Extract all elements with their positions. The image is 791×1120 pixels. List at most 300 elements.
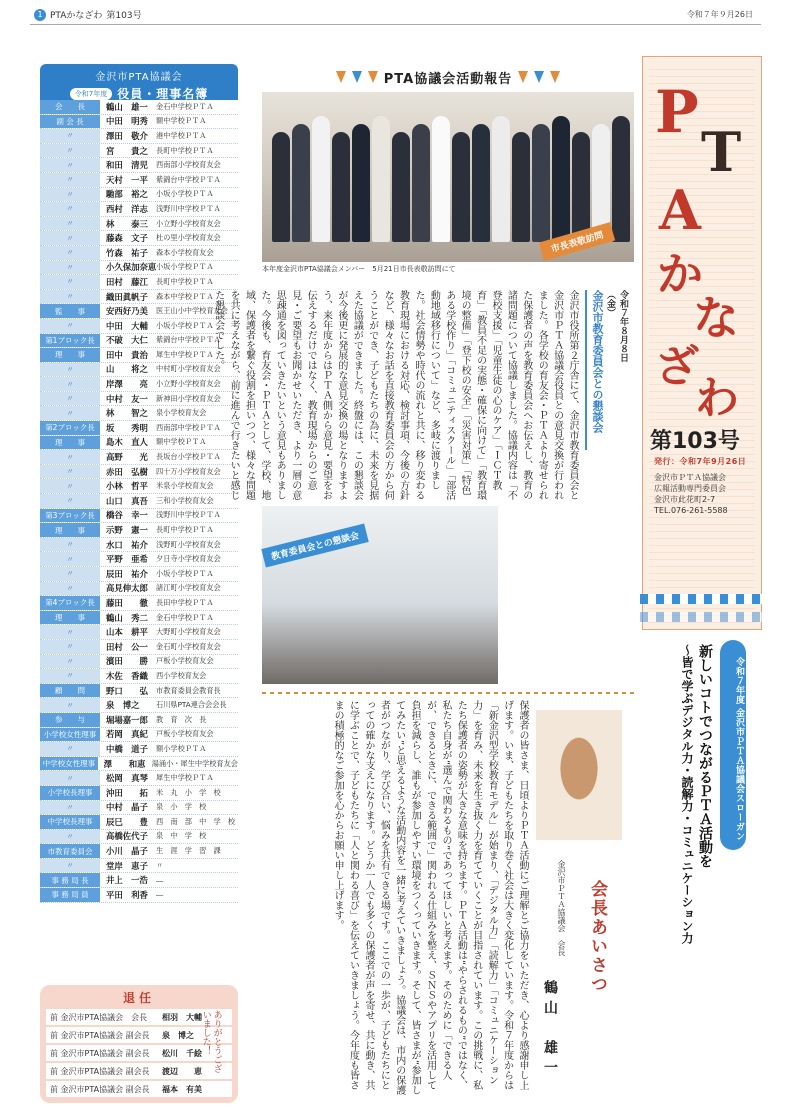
roster-role: 〃	[40, 655, 100, 669]
roster-affiliation: 戸板小学校育友会	[156, 729, 214, 739]
slogan	[680, 644, 714, 1064]
president-name: 鶴山 雄一	[542, 980, 558, 1080]
roster-row	[40, 771, 238, 786]
roster-role: 〃	[40, 290, 100, 304]
roster-row	[40, 640, 238, 655]
roster-role: 〃	[40, 275, 100, 289]
roster-affiliation: 夕日寺小学校育友会	[156, 554, 221, 564]
roster-affiliation: 森本小学校育友会	[156, 247, 214, 257]
article-body: 金沢市役所第２庁舎にて、金沢市教育委員会と金沢市ＰＴＡ協議会役員との意見交換が行われました。各学校の育友会・ＰＴＡより寄せられた保護者の声を教育委員会へお伝えし、教育の諸問題について協議しました。協議内容は「不登校支援」「児童生徒の心のケア」「ＩＣＴ教育」「教員不足の実態・確保に向けて」「教育環境の整備」「登下校の安全」「災害対策」「特色ある学校作り」「コミュニティスクール」「部活動地域移行について」など、多岐に渡りました。社会情勢や時代の流れと共に、移り変わる教育現場における対応、検討事項、今後の方針など、様々なお話を直接教育委員会の方から伺うことができ、子どもたちの為に、未来を見据えた協議ができました。終盤には、この懇談会が今後更に発展的な意見交換の場となりますよう、来年度からはＰＴＡ側から意見・要望をお伝えするだけではなく、教育現場からのご意見・ご要望もお聞かせいただき、より一層の意思疎通を図っていきたいという意見もありました。今後も、育友会・ＰＴＡとして、学校、地域、保護者を繋ぐ役割を担いつつ、様々な問題を共に考えながら、前に進んで行きたいと感じた懇談会でした。	[212, 290, 578, 500]
roster-row	[40, 830, 238, 845]
triangle-decoration	[336, 71, 346, 83]
retirement-role: 前 金沢市PTA協議会 副会長	[50, 1084, 150, 1094]
roster-role: 小学校女性理事	[40, 728, 100, 742]
roster-name: 坂 秀明	[106, 422, 148, 433]
roster-row	[40, 231, 238, 246]
roster-affiliation: 教 育 次 長	[156, 714, 207, 724]
roster-role: 〃	[40, 202, 100, 216]
roster-row	[40, 786, 238, 801]
roster-name: 不破 大仁	[106, 335, 148, 346]
roster-row	[40, 757, 238, 772]
roster-name: 高橋佐代子	[106, 831, 148, 842]
retirement-row	[46, 1081, 232, 1097]
masthead	[642, 56, 762, 630]
person-figure	[432, 116, 450, 242]
roster-row	[40, 377, 238, 392]
triangle-decoration	[368, 71, 378, 83]
triangle-decoration	[518, 71, 528, 83]
roster-affiliation: 小立野小学校育友会	[156, 379, 221, 389]
publish-date: 発行：令和7年9月26日	[654, 457, 747, 466]
roster-row	[40, 552, 238, 567]
roster-role: 理 事	[40, 436, 100, 450]
roster-role: 中学校女性理事	[40, 757, 98, 771]
roster-name: 泉 博之	[106, 700, 140, 711]
roster-year: 令和7年度	[70, 88, 112, 100]
roster-affiliation: 犀生中学校ＰＴＡ	[156, 349, 214, 359]
roster-name: 林 智之	[106, 408, 148, 419]
roster-name: 鶴山 秀二	[106, 612, 148, 623]
photo-badge: 市長表敬訪問	[539, 222, 615, 261]
roster-role: 〃	[40, 465, 100, 479]
roster-name: 織田眞帆子	[106, 291, 148, 302]
roster-row	[40, 801, 238, 816]
person-figure	[472, 124, 490, 242]
roster-row	[40, 173, 238, 188]
roster-role: 〃	[40, 173, 100, 187]
roster-row	[40, 742, 238, 757]
roster-row	[40, 523, 238, 538]
report-title-bar	[262, 64, 634, 90]
roster-affiliation: 新神田小学校育友会	[156, 393, 221, 403]
roster-name: 赤田 弘樹	[106, 466, 148, 477]
roster-name: 濱田 勝	[106, 656, 148, 667]
roster-affiliation: 湯涌小・犀生中学校育友会	[151, 758, 238, 768]
person-figure	[292, 124, 310, 242]
roster-affiliation: 米泉小学校育友会	[156, 481, 214, 491]
roster-row	[40, 611, 238, 626]
roster-role: 〃	[40, 363, 100, 377]
roster-row	[40, 538, 238, 553]
roster-affiliation: 浅野町小学校育友会	[156, 539, 221, 549]
roster-name: 西村 洋志	[106, 203, 148, 214]
roster-row	[40, 859, 238, 874]
roster-name: 山口 真吾	[106, 495, 148, 506]
masthead-char: P	[655, 78, 699, 146]
roster-affiliation: 生 涯 学 習 課	[156, 846, 221, 856]
roster-role: 〃	[40, 319, 100, 333]
greeting-title: 会長あいさつ	[587, 880, 607, 994]
retirement-role: 前 金沢市PTA協議会 副会長	[50, 1066, 150, 1076]
thanks-note: ありがとうございました！	[200, 1010, 222, 1073]
roster-name: 小林 哲平	[106, 481, 148, 492]
roster-row	[40, 392, 238, 407]
roster-role: 〃	[40, 479, 100, 493]
person-figure	[312, 116, 330, 242]
roster-row	[40, 684, 238, 699]
roster-role: 事 務 局 長	[40, 873, 100, 887]
roster-name: 水口 祐介	[106, 539, 148, 550]
roster-row	[40, 844, 238, 859]
triangle-decoration	[534, 71, 544, 83]
masthead-char: わ	[695, 373, 739, 424]
person-figure	[452, 132, 470, 242]
person-figure	[492, 116, 510, 242]
roster-affiliation: 泉小学校育友会	[156, 408, 207, 418]
roster-name: 澤田 敬介	[106, 130, 148, 141]
person-figure	[532, 124, 550, 242]
roster-role: 第4ブロック長	[40, 596, 100, 610]
roster-name: 小川 晶子	[106, 846, 148, 857]
roster-name: 山 将之	[106, 364, 148, 375]
roster-name: 竹森 祐子	[106, 247, 148, 258]
roster-affiliation: 四十万小学校育友会	[156, 466, 221, 476]
roster-row	[40, 129, 238, 144]
roster-row	[40, 144, 238, 159]
retirement-name: 渡辺 恵	[162, 1066, 202, 1076]
roster-name: 藤森 文子	[106, 233, 148, 244]
roster-name: 橋谷 幸一	[106, 510, 148, 521]
person-figure	[412, 124, 430, 242]
roster-name: 小久保加奈恵	[106, 262, 157, 273]
roster-row	[40, 334, 238, 349]
roster-name: 堂岸 恵子	[106, 860, 148, 871]
roster-role: 〃	[40, 217, 100, 231]
roster-row	[40, 888, 238, 903]
roster-row	[40, 479, 238, 494]
roster-affiliation: 諸江町小学校育友会	[156, 583, 221, 593]
roster-row	[40, 625, 238, 640]
roster-name: 平田 利香	[106, 889, 148, 900]
roster-affiliation: 小坂小学校ＰＴＡ	[156, 262, 214, 272]
roster-name: 示野 憲一	[106, 525, 148, 536]
roster-affiliation: 泉 小 学 校	[156, 802, 207, 812]
roster-row	[40, 815, 238, 830]
slogan-main: 新しいコトでつながるＰＴＡ活動を	[697, 644, 713, 868]
roster-role: 〃	[40, 231, 100, 245]
roster-affiliation: 小坂小学校ＰＴＡ	[156, 320, 214, 330]
slogan-sub: ～皆で学ぶデジタル力・読解力・コミュニケーション力	[680, 644, 694, 944]
roster-role: 顧 問	[40, 684, 100, 698]
roster-row	[40, 202, 238, 217]
roster-name: 辰田 祐介	[106, 568, 148, 579]
report-title: PTA協議会活動報告	[383, 71, 513, 87]
roster-row	[40, 655, 238, 670]
roster-role: 〃	[40, 640, 100, 654]
roster-affiliation: 長田中学校ＰＴＡ	[156, 597, 214, 607]
roster-role: 副 会 長	[40, 115, 100, 129]
photo-badge: 教育委員会との懇談会	[261, 523, 368, 567]
roster-affiliation: 大野町小学校育友会	[156, 627, 221, 637]
roster-row	[40, 698, 238, 713]
roster-name: 山本 耕平	[106, 627, 148, 638]
roster-name: 中村 友一	[106, 393, 148, 404]
roster-name: 中田 大輔	[106, 320, 148, 331]
roster-name: 藤田 徹	[106, 597, 148, 608]
roster-affiliation: 市教育委員会教育長	[156, 685, 221, 695]
roster-role: 〃	[40, 158, 100, 172]
roster-name: 松岡 真琴	[106, 773, 148, 784]
roster-affiliation: 額中学校ＰＴＡ	[156, 437, 207, 447]
slogan-label: 令和７年度 金沢市ＰＴＡ協議会スローガン	[720, 640, 746, 850]
issue-number: 第103号	[106, 11, 142, 21]
person-figure	[512, 132, 530, 242]
roster-name: 井上 一浩	[106, 875, 148, 886]
article-heading: 金沢市教育委員会との懇談会	[585, 290, 605, 450]
meeting-photo	[262, 506, 498, 684]
roster-role: 事 務 局 員	[40, 888, 100, 902]
roster-name: 中橋 道子	[106, 743, 148, 754]
roster-header	[40, 64, 238, 100]
section-divider	[262, 692, 634, 694]
roster-row	[40, 728, 238, 743]
roster-row	[40, 450, 238, 465]
roster-name: 野口 弘	[106, 685, 148, 696]
roster-role: 〃	[40, 830, 100, 844]
publisher-committee: 広報活動専門委員会	[654, 484, 726, 493]
person-figure	[552, 116, 570, 242]
person-figure	[392, 132, 410, 242]
roster-row	[40, 188, 238, 203]
roster-name: 高野 光	[106, 452, 148, 463]
person-figure	[372, 116, 390, 242]
masthead-char: ざ	[655, 341, 699, 392]
roster-affiliation: 石川県PTA連合会会長	[156, 700, 227, 710]
roster-name: 澤 和恵	[103, 758, 146, 769]
roster-affiliation: 小坂小学校ＰＴＡ	[156, 568, 214, 578]
roster-name: 天村 一平	[106, 174, 148, 185]
roster-affiliation: ―	[156, 875, 164, 885]
roster-role: 第3ブロック長	[40, 509, 100, 523]
issue-label: 第103号	[650, 429, 740, 454]
roster-affiliation: 米 丸 小 学 校	[156, 787, 221, 797]
roster-row	[40, 261, 238, 276]
roster-affiliation: 港中学校ＰＴＡ	[156, 130, 207, 140]
roster-row	[40, 582, 238, 597]
roster-row	[40, 713, 238, 728]
roster-affiliation: 金石町小学校育友会	[156, 641, 221, 651]
roster-name: 田村 公一	[106, 641, 148, 652]
person-figure	[612, 116, 630, 242]
roster-affiliation: 中村町小学校育友会	[156, 364, 221, 374]
roster-list	[40, 100, 238, 903]
roster-role: 〃	[40, 129, 100, 143]
masthead-char: T	[701, 120, 742, 184]
roster-row	[40, 217, 238, 232]
triangle-decoration	[352, 71, 362, 83]
roster-role: 第1ブロック長	[40, 334, 100, 348]
masthead-char: A	[659, 178, 701, 242]
roster-affiliation: 金石中学校ＰＴＡ	[156, 612, 214, 622]
roster-name: 沖田 拓	[106, 787, 148, 798]
roster-role: 〃	[40, 625, 100, 639]
roster-affiliation: 西小学校育友会	[156, 670, 207, 680]
roster-role: 〃	[40, 698, 100, 712]
publisher-name: 金沢市ＰＴＡ協議会	[654, 473, 726, 482]
roster-role: 理 事	[40, 348, 100, 362]
roster-row	[40, 873, 238, 888]
roster-role: 〃	[40, 742, 100, 756]
roster-role: 〃	[40, 567, 100, 581]
article-date: 令和７年８月８日（金）	[605, 290, 628, 362]
triangle-decoration	[550, 71, 560, 83]
roster-affiliation: 長坂台小学校ＰＴＡ	[156, 452, 221, 462]
roster-affiliation: 小坂小学校ＰＴＡ	[156, 189, 214, 199]
president-photo	[536, 710, 622, 840]
checker-decoration	[640, 594, 766, 604]
roster-affiliation: 医王山小中学校育友会	[156, 306, 228, 316]
publication-name: PTAかなざわ	[50, 11, 103, 21]
person-figure	[572, 132, 590, 242]
roster-role: 参 与	[40, 713, 100, 727]
person-figure	[352, 124, 370, 242]
checker-decoration	[640, 612, 766, 622]
roster-row	[40, 596, 238, 611]
person-figure	[332, 132, 350, 242]
roster-name: 林 泰三	[106, 218, 148, 229]
roster-affiliation: 西 南 部 中 学 校	[156, 816, 236, 826]
roster-row	[40, 304, 238, 319]
page-number: 1	[34, 9, 46, 21]
roster-row	[40, 406, 238, 421]
roster-affiliation: 森本中学校ＰＴＡ	[156, 291, 214, 301]
retirement-role: 前 金沢市PTA協議会 副会長	[50, 1030, 150, 1040]
roster-affiliation: 西南部中学校ＰＴＡ	[156, 422, 221, 432]
retirement-name: 松川 千絵	[162, 1048, 202, 1058]
roster-name: 安西好乃美	[106, 306, 148, 317]
roster-affiliation: 紫錦台中学校ＰＴＡ	[156, 335, 221, 345]
roster-role: 〃	[40, 392, 100, 406]
roster-row	[40, 100, 238, 115]
roster-affiliation: 長町中学校ＰＴＡ	[156, 276, 214, 286]
roster-row	[40, 421, 238, 436]
roster-affiliation: 泉 中 学 校	[156, 831, 207, 841]
roster-name: 中田 明秀	[106, 116, 148, 127]
roster-affiliation: 金石中学校ＰＴＡ	[156, 101, 214, 111]
roster-role: 中学校長理事	[40, 815, 100, 829]
roster-affiliation: 小立野小学校育友会	[156, 218, 221, 228]
retirement-name: 泉 博之	[162, 1030, 194, 1040]
roster-affiliation: 浅野川中学校ＰＴＡ	[156, 510, 221, 520]
publisher-tel: TEL.076-261-5588	[654, 506, 728, 515]
roster-affiliation: 杜の里小学校育友会	[156, 233, 221, 243]
roster-role: 〃	[40, 188, 100, 202]
roster-role: 会 長	[40, 100, 100, 114]
roster-role: 〃	[40, 859, 100, 873]
roster-name: 田村 藤江	[106, 276, 148, 287]
roster-org: 金沢市PTA協議会	[95, 72, 183, 83]
roster-row	[40, 246, 238, 261]
roster-name: 高見伸太郎	[106, 583, 148, 594]
roster-affiliation: 長町中学校ＰＴＡ	[156, 525, 214, 535]
roster-row	[40, 290, 238, 305]
retirement-title: 退任	[122, 991, 155, 1005]
roster-name: 中村 晶子	[106, 802, 148, 813]
roster-affiliation: ―	[156, 890, 164, 900]
roster-name: 辰巳 豊	[106, 816, 148, 827]
roster-role: 〃	[40, 771, 100, 785]
roster-affiliation: 〃	[156, 860, 164, 870]
roster-role: 〃	[40, 406, 100, 420]
roster-affiliation: 西南部小学校育友会	[156, 160, 221, 170]
publisher-info	[654, 472, 754, 516]
roster-name: 和田 清児	[106, 160, 148, 171]
roster-row	[40, 669, 238, 684]
retirement-name: 福本 有美	[162, 1084, 202, 1094]
roster-role: 〃	[40, 144, 100, 158]
roster-name: 馳部 裕之	[106, 189, 148, 200]
header-date: 令和７年９月26日	[686, 10, 753, 19]
roster-name: 鶴山 雄一	[106, 101, 148, 112]
roster-affiliation: 犀生中学校ＰＴＡ	[156, 773, 214, 783]
roster-role: 〃	[40, 450, 100, 464]
roster-row	[40, 115, 238, 130]
retirement-role: 前 金沢市PTA協議会 会長	[50, 1012, 148, 1022]
roster-role: 市教育委員会	[40, 844, 100, 858]
roster-role: 監 事	[40, 304, 100, 318]
roster-name: 島木 直人	[106, 437, 148, 448]
roster-role: 〃	[40, 494, 100, 508]
roster-name: 平野 亜希	[106, 554, 148, 565]
roster-row	[40, 158, 238, 173]
roster-affiliation: 戸板小学校育友会	[156, 656, 214, 666]
roster-role: 〃	[40, 538, 100, 552]
masthead-char: か	[657, 247, 703, 301]
roster-role: 小学校長理事	[40, 786, 100, 800]
roster-row	[40, 319, 238, 334]
roster-row	[40, 275, 238, 290]
person-figure	[272, 132, 290, 242]
roster-role: 〃	[40, 669, 100, 683]
header-divider	[30, 24, 761, 25]
retirement-role: 前 金沢市PTA協議会 副会長	[50, 1048, 150, 1058]
roster-affiliation: 長町中学校ＰＴＡ	[156, 145, 214, 155]
roster-affiliation: 浅野川中学校ＰＴＡ	[156, 203, 221, 213]
roster-name: 木佐 香織	[106, 670, 148, 681]
roster-role: 第2ブロック長	[40, 421, 100, 435]
roster-name: 若岡 真紀	[106, 729, 148, 740]
roster-row	[40, 509, 238, 524]
officer-roster	[40, 64, 238, 1104]
roster-title: 役員・理事名簿	[117, 87, 209, 101]
roster-role: 〃	[40, 377, 100, 391]
president-role: 金沢市ＰＴＡ協議会 会長	[557, 860, 566, 956]
roster-row	[40, 465, 238, 480]
roster-row	[40, 436, 238, 451]
roster-affiliation: 額小学校ＰＴＡ	[156, 743, 207, 753]
photo-caption: 本年度金沢市PTA協議会メンバー 5月21日市長表敬訪問にて	[262, 265, 456, 273]
publisher-address: 金沢市此花町2-7	[654, 495, 716, 504]
retirement-name: 相羽 大輔	[162, 1012, 202, 1022]
roster-row	[40, 348, 238, 363]
masthead-char: な	[693, 291, 739, 345]
roster-role: 〃	[40, 552, 100, 566]
roster-affiliation: 額中学校ＰＴＡ	[156, 116, 207, 126]
roster-role: 理 事	[40, 611, 100, 625]
greeting-body: 保護者の皆さま、日頃よりＰＴＡ活動にご理解とご協力をいただき、心より感謝申し上げます。いま、子どもたちを取り巻く社会は大きく変化しています。令和７年度からは「新金沢型学校教育モデル」が始まり、「デジタル力」「読解力」「コミュニケーション力」を育み、未来を生き抜く力を育てていくことが目指されています。この挑戦に、私たち保護者の姿勢が大きな意味を持ちます。ＰＴＡ活動は“やらされるもの”ではなく、私たち自身が“選んで関わるもの”であってほしいと考えます。そのために「できる人が、できるときに、できる範囲で」関われる仕組みを整え、ＳＮＳやアプリを活用して負担を減らし、誰もが参加しやすい環境をつくっていきます。そして、皆さまが“参加してみたい”と思えるような活動内容を一緒に考えていきましょう。協議会は、市内の保護者がつながり、学び合い、悩みを共有できる場です。ここでの一歩が、子どもたちにとっての確かな支えになります。どうか一人でも多くの保護者が声を寄せ、共に動き、共に学ぶことで、子どもたちに「人と関わる喜び」を伝えていきましょう。今年度も皆さまの積極的なご参加を心からお願い申し上げます。	[332, 700, 528, 1096]
roster-name: 岸澤 亮	[106, 379, 148, 390]
roster-name: 宮 貴之	[106, 145, 148, 156]
roster-role: 〃	[40, 801, 100, 815]
roster-affiliation: 紫錦台中学校ＰＴＡ	[156, 174, 221, 184]
roster-row	[40, 567, 238, 582]
roster-row	[40, 494, 238, 509]
roster-affiliation: 三和小学校育友会	[156, 495, 214, 505]
roster-role: 理 事	[40, 523, 100, 537]
roster-row	[40, 363, 238, 378]
page-header	[34, 8, 142, 21]
roster-role: 〃	[40, 246, 100, 260]
